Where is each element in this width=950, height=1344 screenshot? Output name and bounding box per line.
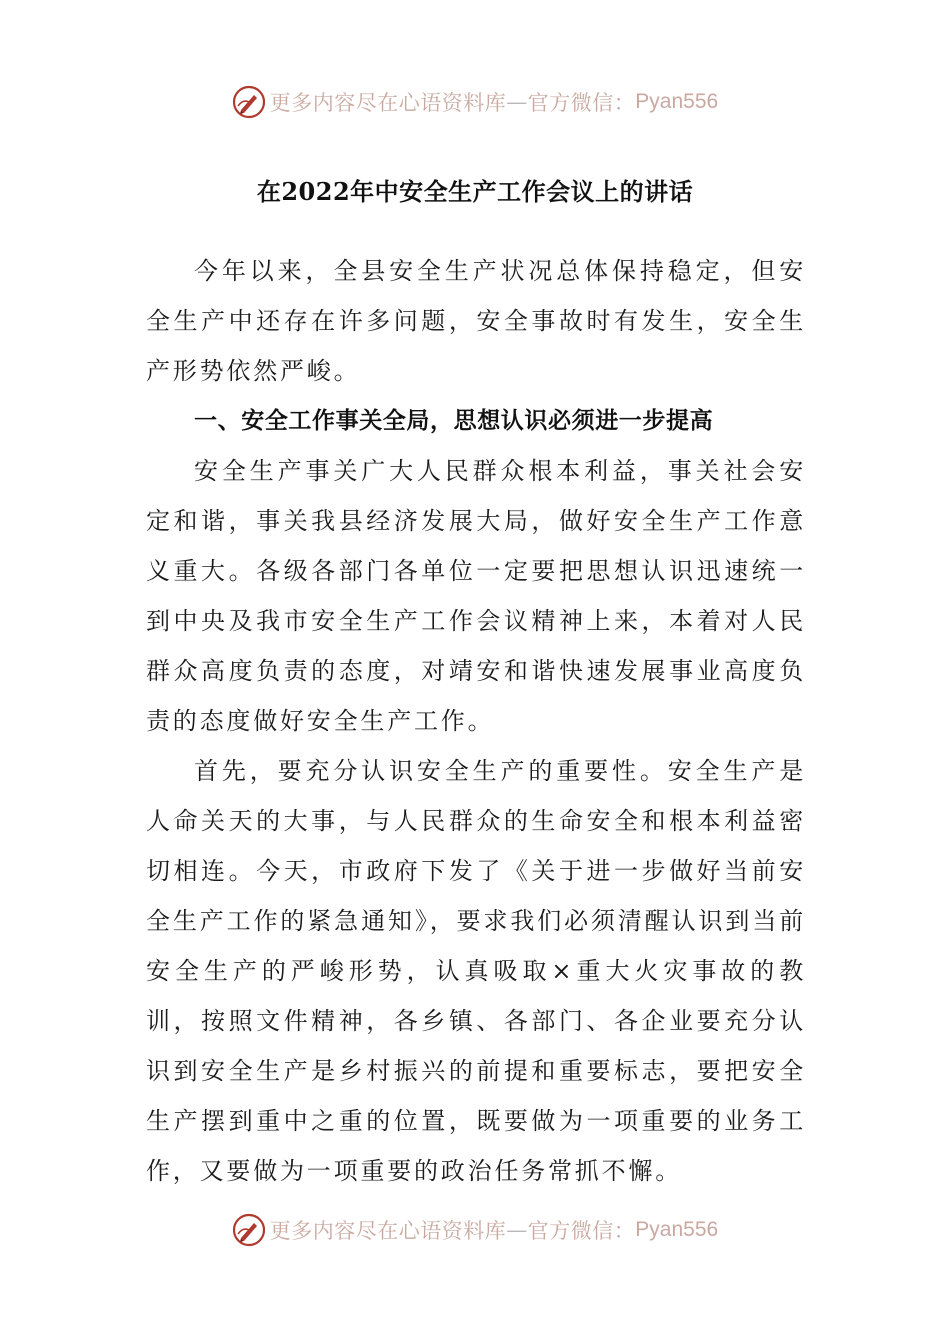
watermark-separator: — <box>506 90 528 114</box>
watermark-separator: — <box>506 1218 528 1242</box>
watermark-wechat-label: 官方微信： <box>527 91 636 115</box>
intro-paragraph: 今年以来，全县安全生产状况总体保持稳定，但安全生产中还存在许多问题，安全事故时有发生，安全生产形势依然严峻。 <box>146 257 806 385</box>
watermark-main-text: 更多内容尽在心语资料库 <box>269 1219 507 1243</box>
footer-watermark <box>0 1208 950 1252</box>
watermark-main-text: 更多内容尽在心语资料库 <box>269 91 507 115</box>
watermark-wechat-id: Pyan556 <box>635 1218 719 1241</box>
document-title: 在2022年中安全生产工作会议上的讲话 <box>256 177 694 206</box>
body-paragraph: 首先，要充分认识安全生产的重要性。安全生产是人命关天的大事，与人民群众的生命安全和根本利益密切相连。今天，市政府下发了《关于进一步做好当前安全生产工作的紧急通知》，要求我们必须清醒认识到当前安全生产的严峻形势，认真吸取×重大火灾事故的教训，按照文件精神，各乡镇、各部门、各企业要充分认识到安全生产是乡村振兴的前提和重要标志，要把安全生产摆到重中之重的位置，既要做为一项重要的业务工作，又要做为一项重要的政治任务常抓不懈。 <box>146 757 806 1185</box>
body-paragraph: 安全生产事关广大人民群众根本利益，事关社会安定和谐，事关我县经济发展大局，做好安全生产工作意义重大。各级各部门各单位一定要把思想认识迅速统一到中央及我市安全生产工作会议精神上来，本着对人民群众高度负责的态度，对靖安和谐快速发展事业高度负责的态度做好安全生产工作。 <box>146 457 806 735</box>
watermark-wechat-id: Pyan556 <box>635 90 719 113</box>
section-heading: 一、安全工作事关全局，思想认识必须进一步提高 <box>194 408 714 434</box>
pen-circle-logo-icon <box>232 85 266 119</box>
header-watermark <box>0 80 950 124</box>
watermark-wechat-label: 官方微信： <box>527 1219 636 1243</box>
pen-circle-logo-icon <box>232 1213 266 1247</box>
document-body <box>146 246 806 1196</box>
